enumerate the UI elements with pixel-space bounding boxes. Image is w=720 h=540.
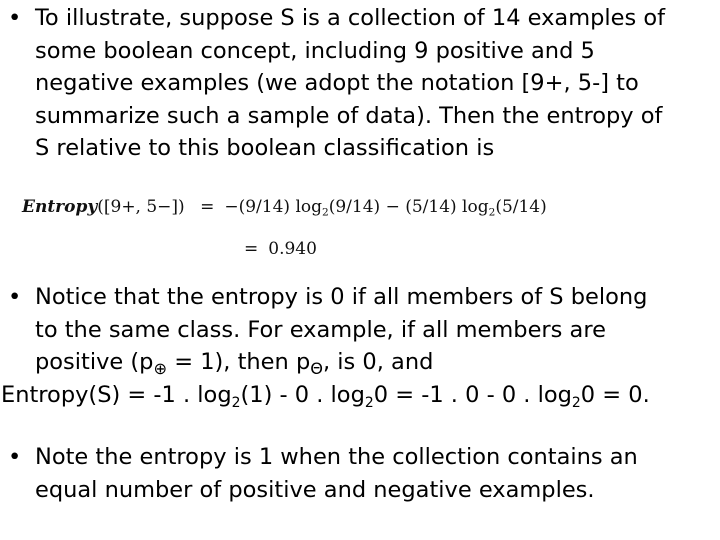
- text-line: equal number of positive and negative examples.: [35, 476, 595, 503]
- text-line: S relative to this boolean classification is: [35, 135, 495, 161]
- entropy-example-line: Entropy(S) = -1 . $\log_2(1) - 0$ . $\log_20 = -1$ . 0 - 0 . $\log_20 = 0$.: [1, 381, 650, 411]
- text-line: negative examples (we adopt the notation [9+, 5-] to: [35, 70, 639, 96]
- formula-function-name: Entropy: [22, 197, 98, 217]
- formula-line-1: Entropy([9+, 5−]) = −(9/14) $\log_2(9/14) - (5/14)$ $\log_2(5/14)$: [22, 197, 547, 219]
- text-line: positive $(p_\oplus = 1)$, then $p_\Theta$, is 0, and: [35, 349, 434, 378]
- bullet: •: [8, 5, 22, 31]
- text-line: • Note the entropy is 1 when the collection contains an: [8, 441, 714, 474]
- text-line: to the same class. For example, if all members are: [35, 316, 606, 343]
- formula-result: 0.940: [268, 239, 317, 259]
- text-line: • Notice that the entropy is 0 if all members of S belong: [8, 281, 714, 314]
- positive-symbol: ⊕: [153, 358, 168, 378]
- text-line: • To illustrate, suppose S is a collection of 14 examples of: [8, 2, 714, 35]
- text-line: some boolean concept, including 9 positive and 5: [35, 37, 595, 64]
- paragraph-notice: [1, 281, 714, 411]
- formula-line-2: = 0.940: [244, 239, 317, 259]
- paragraph-note: [8, 441, 714, 506]
- paragraph-illustrate: [8, 2, 714, 165]
- bullet: •: [8, 284, 22, 310]
- bullet: •: [8, 444, 22, 470]
- negative-symbol: Θ: [310, 358, 323, 378]
- text-line: summarize such a sample of data). Then the entropy of: [35, 102, 663, 129]
